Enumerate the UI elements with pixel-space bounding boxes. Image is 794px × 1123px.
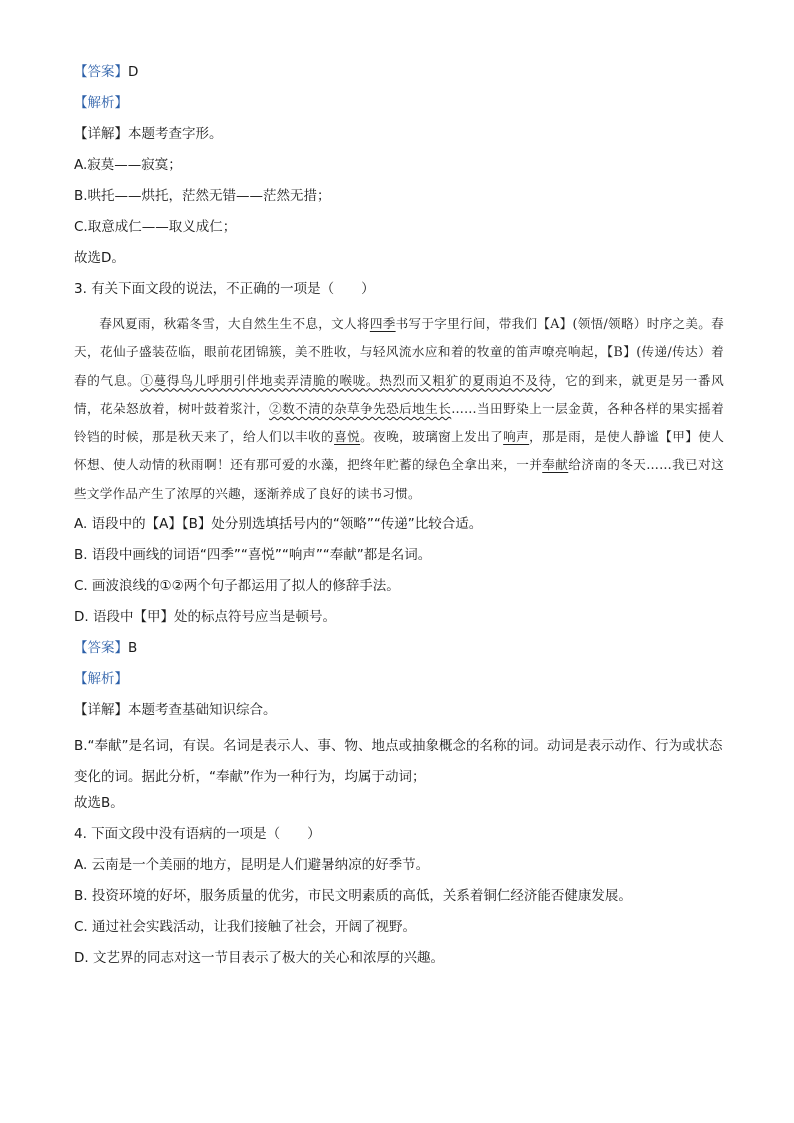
q3-option-a: A. 语段中的【A】【B】处分别选填括号内的“领略”“传递”比较合适。 — [74, 516, 483, 533]
passage-text: 书写于字里行间，带我们【A】(领悟/领略）时序之美。春天，花仙子盛装莅临，眼前花团锦簇，美不胜收，与轻风流水应和着的牧童的笛声嘹亮响起，【B】(传递/传达）着春的气息。 — [74, 316, 724, 388]
analysis-tag: 【解析】 — [74, 671, 128, 688]
q3-conclusion: 故选B。 — [74, 795, 124, 812]
q2-line-c: C.取意成仁——取义成仁； — [74, 219, 237, 235]
q3-passage — [74, 310, 724, 508]
wavy-sentence-2: ②数不清的杂草争先恐后地生长 — [269, 400, 452, 416]
q2-line-a: A.寂莫——寂寞； — [74, 157, 182, 173]
underlined-word-siji: 四季 — [369, 316, 396, 331]
underlined-word-fengxian: 奉献 — [542, 457, 569, 473]
q2-answer — [74, 62, 724, 93]
q3-stem: 3. 有关下面文段的说法，不正确的一项是（ ） — [74, 281, 375, 297]
analysis-tag: 【解析】 — [74, 95, 128, 111]
document-page — [74, 62, 724, 979]
q2-analysis-tag — [74, 93, 724, 124]
q2-conclusion: 故选D。 — [74, 250, 125, 266]
answer-value: B — [128, 640, 138, 657]
q3-option-d: D. 语段中【甲】处的标点符号应当是顿号。 — [74, 609, 336, 626]
answer-tag: 【答案】 — [74, 64, 128, 80]
passage-text: ，它的到来，就更是另一番风情，花朵怒放着，树叶鼓着浆汁， — [74, 372, 725, 416]
passage-text: ……当田野染上一层金黄，各种各样的果实摇着铃铛的时候，那是秋天来了，给人们以丰收的 — [74, 400, 725, 445]
wavy-sentence-1: ①蔓得鸟儿呼朋引伴地卖弄清脆的喉咙。热烈而又粗犷的夏雨迫不及待 — [140, 372, 552, 388]
passage-text: 春风夏雨，秋霜冬雪，大自然生生不息，文人将 — [99, 316, 370, 331]
passage-text: 给济南的冬天……我已对这些文学作品产生了浓厚的兴趣，逐渐养成了良好的读书习惯。 — [74, 457, 725, 501]
q4-stem: 4. 下面文段中没有语病的一项是（ ） — [74, 826, 321, 843]
q4-option-a: A. 云南是一个美丽的地方，昆明是人们避暑纳凉的好季节。 — [74, 857, 430, 874]
q2-detail: 【详解】本题考查字形。 — [74, 126, 223, 142]
q3-explanation: B.“奉献”是名词，有误。名词是表示人、事、物、地点或抽象概念的名称的词。动词是表示动作、行为或状态变化的词。据此分析，“奉献”作为一种行为，均属于动词； — [74, 738, 723, 786]
q3-option-c: C. 画波浪线的①②两个句子都运用了拟人的修辞手法。 — [74, 578, 400, 595]
q4-option-d: D. 文艺界的同志对这一节目表示了极大的关心和浓厚的兴趣。 — [74, 950, 444, 967]
answer-value: D — [128, 64, 139, 80]
underlined-word-xiangsheng: 响声 — [503, 429, 530, 445]
q3-answer — [74, 638, 724, 669]
passage-text: ，那是雨，是使人静谧【甲】使人怀想、使人动情的秋雨啊！还有那可爱的水藻，把终年贮蓄的绿色全拿出来，一并 — [74, 429, 725, 473]
q4-option-b: B. 投资环境的好坏，服务质量的优劣，市民文明素质的高低，关系着铜仁经济能否健康发展。 — [74, 888, 632, 905]
q2-line-b: B.哄托——烘托，茫然无错——茫然无措； — [74, 188, 331, 204]
passage-text: 。夜晚，玻璃窗上发出了 — [360, 429, 504, 445]
q3-option-b: B. 语段中画线的词语“四季”“喜悦”“响声”“奉献”都是名词。 — [74, 547, 432, 564]
q3-detail: 【详解】本题考查基础知识综合。 — [74, 702, 277, 719]
q4-option-c: C. 通过社会实践活动，让我们接触了社会，开阔了视野。 — [74, 919, 417, 936]
q3-analysis-tag — [74, 669, 724, 700]
answer-tag: 【答案】 — [74, 640, 128, 657]
underlined-word-xiyue: 喜悦 — [334, 429, 361, 445]
